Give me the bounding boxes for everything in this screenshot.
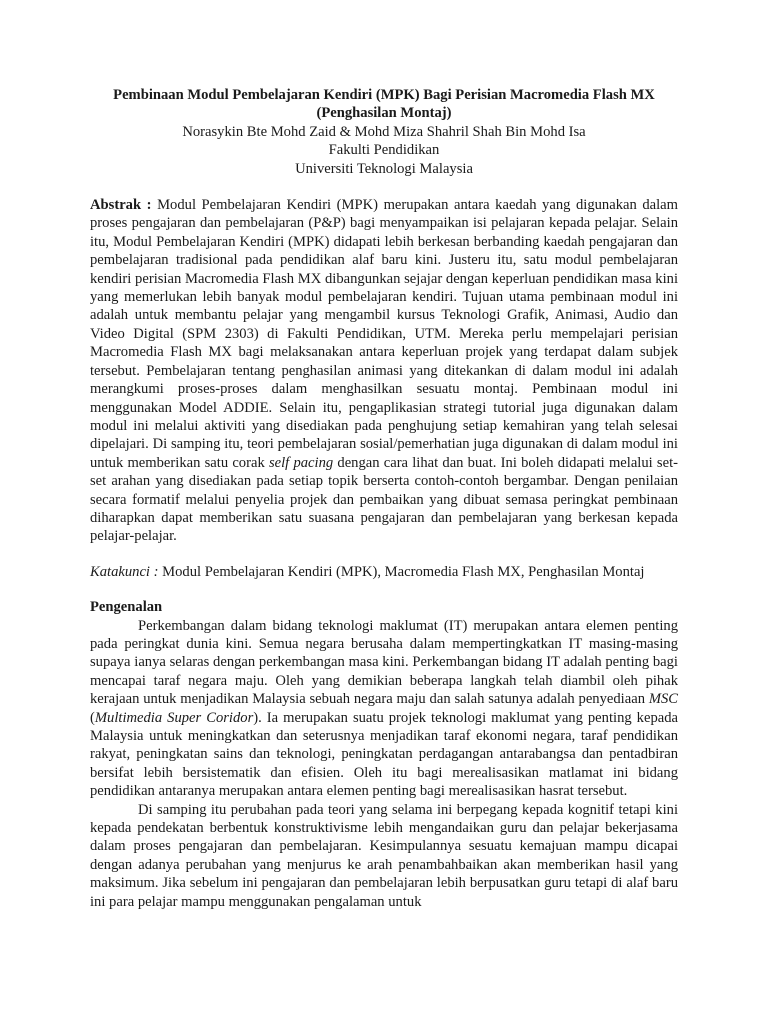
keywords-label: Katakunci :	[90, 563, 159, 580]
paper-university: Universiti Teknologi Malaysia	[295, 160, 473, 177]
intro-para1-part1: Perkembangan dalam bidang teknologi maklumat (IT) merupakan antara elemen penting pada peringkat dunia kini. Semua negara berusaha dalam mempertingkatkan IT masing-masing supaya ianya selaras dengan perkembangan masa kini. Perkembangan bidang IT adalah penting bagi mencapai taraf negara maju. Oleh yang demikian beberapa langkah telah diambil oleh pihak kerajaan untuk menjadikan Malaysia sebuah negara maju dan salah satunya adalah penyediaan	[90, 617, 678, 708]
paper-faculty: Fakulti Pendidikan	[328, 142, 440, 159]
keywords-text: Modul Pembelajaran Kendiri (MPK), Macromedia Flash MX, Penghasilan Montaj	[162, 563, 645, 580]
paper-title-line1: Pembinaan Modul Pembelajaran Kendiri (MPK) Bagi Perisian Macromedia Flash MX	[113, 87, 655, 103]
abstract-italic-term: self pacing	[268, 454, 334, 471]
section-heading: Pengenalan	[90, 599, 163, 616]
paper-title-line2: (Penghasilan Montaj)	[316, 105, 452, 122]
intro-paragraph-2: Di samping itu perubahan pada teori yang selama ini berpegang kepada kognitif tetapi kini kepada pendekatan berbentuk konstruktivisme lebih mengandaikan guru dan pelajar bekerjasama dalam proses pengajaran dan pembelajaran. Kesimpulannya sesuatu kemajuan mampu dicapai dengan adanya perubahan yang menjurus ke arah penambahbaikan akan memberikan hasil yang maksimum. Jika sebelum ini pengajaran dan pembelajaran lebih berpusatkan guru tetapi di alaf baru ini para pelajar mampu menggunakan pengalaman untuk	[90, 801, 678, 910]
abstract-label: Abstrak :	[90, 197, 152, 214]
intro-paragraph-1: Perkembangan dalam bidang teknologi maklumat (IT) merupakan antara elemen penting pada peringkat dunia kini. Semua negara berusaha dalam mempertingkatkan IT masing-masing supaya ianya selaras dengan perkembangan masa kini. Perkembangan bidang IT adalah penting bagi mencapai taraf negara maju. Oleh yang demikian beberapa langkah telah diambil oleh pihak kerajaan untuk menjadikan Malaysia sebuah negara maju dan salah satunya adalah penyediaan MSC (Multimedia Super Coridor). Ia merupakan suatu projek teknologi maklumat yang penting kepada Malaysia untuk meningkatkan dan seterusnya menjadikan taraf ekonomi negara, taraf pendidikan rakyat, peningkatan sains dan teknologi, peningkatan perdagangan antarabangsa dan pentadbiran bersifat lebih bersistematik dan efisien. Oleh itu bagi merealisasikan matlamat ini bidang pendidikan antaranya merupakan antara elemen penting bagi merealisasikan hasrat tersebut.	[90, 617, 679, 800]
intro-para1-part2: . Ia merupakan suatu projek teknologi maklumat yang penting kepada Malaysia untuk meningkatkan dan seterusnya menjadikan taraf ekonomi negara, taraf pendidikan rakyat, peningkatan sains dan teknologi, peningkatan perdagangan antarabangsa dan pentadbiran bersifat lebih bersistematik dan efisien. Oleh itu bagi merealisasikan matlamat ini bidang pendidikan antaranya merupakan antara elemen penting bagi merealisasikan hasrat tersebut.	[90, 709, 678, 800]
abstract-text-part2: dengan cara lihat dan buat. Ini boleh didapati melalui set-set arahan yang disediakan pada setiap topik berserta contoh-contoh bergambar. Dengan penilaian secara formatif melalui penyelia projek dan pembaikan yang dibuat semasa peringkat pembinaan diharapkan dapat memberikan satu suasana pengajaran dan pembelajaran yang berkesan kepada pelajar-pelajar.	[90, 454, 678, 545]
abstract-paragraph	[90, 196, 678, 546]
abstract-text-part1: Modul Pembelajaran Kendiri (MPK) merupakan antara kaedah yang digunakan dalam proses pengajaran dan pembelajaran (P&P) bagi menyampaikan isi pelajaran kepada pelajar. Selain itu, Modul Pembelajaran Kendiri (MPK) didapati lebih berkesan berbanding kaedah pengajaran dan pembelajaran tradisional pada pendidikan alaf baru kini. Justeru itu, satu modul pembelajaran kendiri perisian Macromedia Flash MX dibangunkan sejajar dengan keperluan pendidikan masa kini yang memerlukan lebih banyak modul pembelajaran kendiri. Tujuan utama pembinaan modul ini adalah untuk membantu pelajar yang mengambil kursus Teknologi Grafik, Animasi, Audio dan Video Digital (SPM 2303) di Fakulti Pendidikan, UTM. Mereka perlu mempelajari perisian Macromedia Flash MX bagi melaksanakan antara keperluan projek yang terdapat dalam subjek tersebut. Pembelajaran tentang penghasilan animasi yang ditekankan di dalam modul ini adalah merangkumi proses-proses dalam menghasilkan sesuatu montaj. Pembinaan modul ini menggunakan Model ADDIE. Selain itu, pengaplikasian strategi tutorial juga digunakan dalam modul ini melalui aktiviti yang disediakan pada penghujung setiap kemahiran yang telah selesai dipelajari. Di samping itu, teori pembelajaran sosial/pemerhatian juga digunakan di dalam modul ini untuk memberikan satu corak	[90, 197, 678, 471]
paper-header	[90, 86, 678, 178]
msc-full: Multimedia Super Coridor	[94, 709, 254, 726]
msc-abbr: MSC	[648, 691, 679, 708]
paper-authors: Norasykin Bte Mohd Zaid & Mohd Miza Shahril Shah Bin Mohd Isa	[182, 123, 586, 140]
keywords-line	[90, 563, 678, 581]
